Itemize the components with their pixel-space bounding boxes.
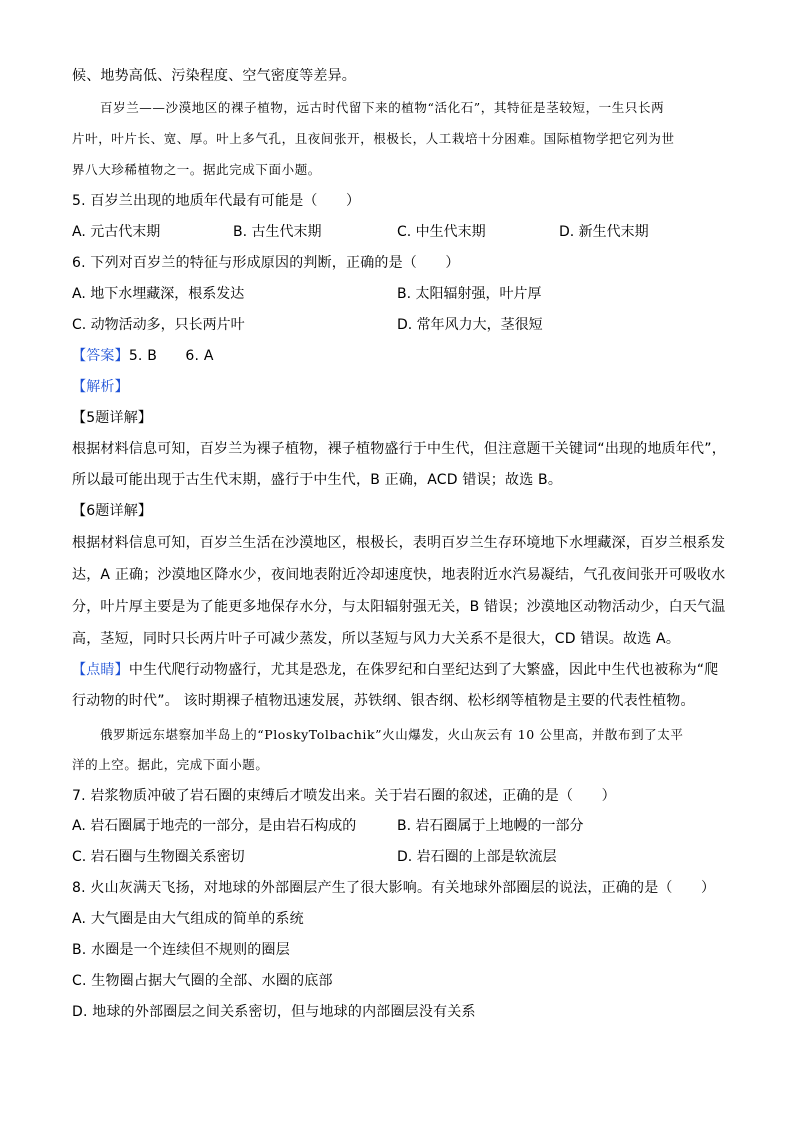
question-7-options-row1 xyxy=(72,816,732,836)
option-d: D. 岩石圈的上部是软流层 xyxy=(397,849,557,865)
passage1-line: 片叶，叶片长、宽、厚。叶上多气孔，且夜间张开，根极长，人工栽培十分困难。国际植物学把它列为世 xyxy=(72,131,675,146)
passage2-line: 俄罗斯远东堪察加半岛上的“PloskyTolbachik”火山爆发，火山灰云有 10 公里高，并散布到了太平 xyxy=(100,727,684,742)
question-7-options-row2 xyxy=(72,847,732,867)
intro-continuation: 候、地势高低、污染程度、空气密度等差异。 xyxy=(72,68,356,84)
option-c: C. 中生代末期 xyxy=(397,224,486,240)
analysis-label: 【解析】 xyxy=(72,379,129,395)
option-d: D. 新生代末期 xyxy=(559,224,649,240)
question-7-stem: 7. 岩浆物质冲破了岩石圈的束缚后才喷发出来。关于岩石圈的叙述，正确的是（ ） xyxy=(72,788,616,804)
answer-label: 【答案】 xyxy=(72,348,129,364)
question-8-stem: 8. 火山灰满天飞扬，对地球的外部圈层产生了很大影响。有关地球外部圈层的说法，正确的是（ ） xyxy=(72,880,716,896)
option-c: C. 生物圈占据大气圈的全部、水圈的底部 xyxy=(72,973,333,989)
question-6-options-row2 xyxy=(72,315,732,335)
option-b: B. 岩石圈属于上地幔的一部分 xyxy=(397,818,584,834)
q6-detail-label: 【6题详解】 xyxy=(72,503,153,519)
option-c: C. 岩石圈与生物圈关系密切 xyxy=(72,849,245,865)
option-d: D. 地球的外部圈层之间关系密切，但与地球的内部圈层没有关系 xyxy=(72,1004,476,1020)
passage1-line: 百岁兰——沙漠地区的裸子植物，远古时代留下来的植物“活化石”，其特征是茎较短，一生只长两 xyxy=(100,100,665,115)
q6-detail-line: 根据材料信息可知，百岁兰生活在沙漠地区，根极长，表明百岁兰生存环境地下水埋藏深，百岁兰根系发 xyxy=(72,535,726,551)
tip-text: 中生代爬行动物盛行，尤其是恐龙，在侏罗纪和白垩纪达到了大繁盛，因此中生代也被称为“爬 xyxy=(128,662,719,678)
answer-text: 5. B 6. A xyxy=(128,348,214,364)
q5-detail-line: 根据材料信息可知，百岁兰为裸子植物，裸子植物盛行于中生代，但注意题干关键词“出现的地质年代”， xyxy=(72,441,726,457)
answer-line xyxy=(72,346,732,366)
option-a: A. 岩石圈属于地壳的一部分，是由岩石构成的 xyxy=(72,818,357,834)
option-c: C. 动物活动多，只长两片叶 xyxy=(72,317,245,333)
option-a: A. 元古代末期 xyxy=(72,224,161,240)
question-6-stem: 6. 下列对百岁兰的特征与形成原因的判断，正确的是（ ） xyxy=(72,255,460,271)
question-6-options-row1 xyxy=(72,284,732,304)
option-a: A. 大气圈是由大气组成的简单的系统 xyxy=(72,911,304,927)
option-b: B. 古生代末期 xyxy=(233,224,322,240)
q6-detail-line: 高，茎短，同时只长两片叶子可减少蒸发，所以茎短与风力大关系不是很大，CD 错误。故选 A。 xyxy=(72,631,681,647)
q6-detail-line: 达，A 正确；沙漠地区降水少，夜间地表附近冷却速度快，地表附近水汽易凝结，气孔夜间张开可吸收水 xyxy=(72,567,726,583)
tip-line: 行动物的时代”。 该时期裸子植物迅速发展，苏铁纲、银杏纲、松杉纲等植物是主要的代表性植物。 xyxy=(72,693,695,709)
q6-detail-line: 分，叶片厚主要是为了能更多地保存水分，与太阳辐射强无关，B 错误；沙漠地区动物活动少，白天气温 xyxy=(72,599,726,615)
q5-detail-line: 所以最可能出现于古生代末期，盛行于中生代，B 正确，ACD 错误；故选 B。 xyxy=(72,472,563,488)
option-a: A. 地下水埋藏深，根系发达 xyxy=(72,286,245,302)
tip-line xyxy=(72,660,732,680)
q5-detail-label: 【5题详解】 xyxy=(72,410,153,426)
question-5-stem: 5. 百岁兰出现的地质年代最有可能是（ ） xyxy=(72,193,361,209)
passage2-line: 洋的上空。据此，完成下面小题。 xyxy=(72,757,269,772)
option-d: D. 常年风力大，茎很短 xyxy=(397,317,543,333)
option-b: B. 太阳辐射强，叶片厚 xyxy=(397,286,542,302)
option-b: B. 水圈是一个连续但不规则的圈层 xyxy=(72,942,290,958)
tip-label: 【点睛】 xyxy=(72,662,129,678)
passage1-line: 界八大珍稀植物之一。据此完成下面小题。 xyxy=(72,162,321,177)
question-5-options xyxy=(72,222,732,242)
